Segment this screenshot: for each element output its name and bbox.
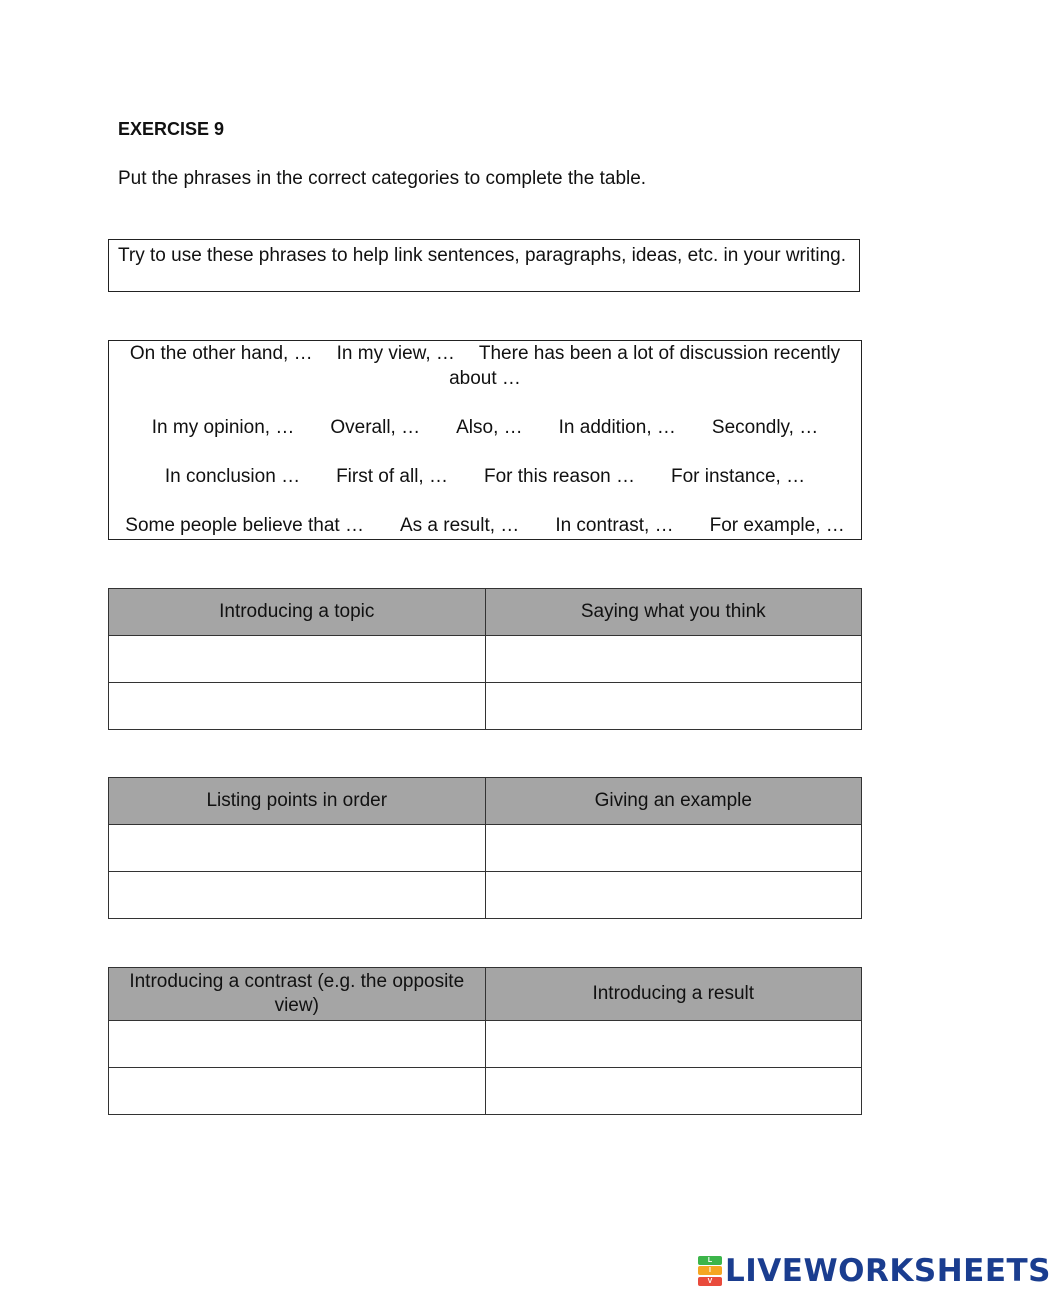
category-table-1 [108,588,862,730]
phrase-item[interactable]: On the other hand, … [129,343,313,364]
category-header: Saying what you think [485,589,862,636]
category-header: Giving an example [485,778,862,825]
exercise-instruction: Put the phrases in the correct categories to complete the table. [118,168,647,189]
phrase-item[interactable]: For example, … [709,515,845,536]
phrase-item[interactable]: There has been a lot of discussion recently [478,343,841,364]
exercise-title: EXERCISE 9 [118,119,225,139]
phrase-row-1 [109,343,861,365]
answer-cell[interactable] [109,1021,486,1068]
phrase-item[interactable]: As a result, … [399,515,520,536]
phrase-bank [108,340,862,540]
logo-icon [698,1256,722,1286]
category-header: Listing points in order [109,778,486,825]
answer-cell[interactable] [109,636,486,683]
category-table-2 [108,777,862,919]
answer-cell[interactable] [485,825,862,872]
category-header: Introducing a contrast (e.g. the opposite view) [109,968,486,1021]
phrase-item[interactable]: First of all, … [336,466,448,487]
answer-cell[interactable] [485,683,862,730]
logo-letter: V [698,1277,722,1286]
phrase-item[interactable]: For instance, … [670,466,806,487]
tip-box [108,239,860,292]
phrase-item[interactable]: Overall, … [330,417,421,438]
phrase-item[interactable]: In conclusion … [164,466,301,487]
answer-cell[interactable] [485,636,862,683]
phrase-item[interactable]: In my opinion, … [151,417,295,438]
answer-cell[interactable] [109,1068,486,1115]
phrase-item[interactable]: In addition, … [558,417,676,438]
phrase-item[interactable]: For this reason … [483,466,635,487]
phrase-item[interactable]: In my view, … [336,343,455,364]
answer-cell[interactable] [485,1021,862,1068]
phrase-item-continued[interactable]: about … [449,368,521,389]
logo-letter: L [698,1256,722,1265]
phrase-row-3 [109,466,861,488]
logo-letter: I [698,1266,722,1275]
phrase-row-4 [109,515,861,537]
answer-cell[interactable] [109,683,486,730]
logo-text: LIVEWORKSHEETS [725,1253,1051,1289]
category-table-3 [108,967,862,1115]
answer-cell[interactable] [109,872,486,919]
answer-cell[interactable] [485,1068,862,1115]
liveworksheets-logo [698,1253,1051,1289]
category-header: Introducing a topic [109,589,486,636]
phrase-item[interactable]: Also, … [456,417,523,438]
category-header: Introducing a result [485,968,862,1021]
answer-cell[interactable] [485,872,862,919]
phrase-item[interactable]: Secondly, … [711,417,819,438]
answer-cell[interactable] [109,825,486,872]
phrase-row-2 [109,417,861,439]
phrase-item[interactable]: Some people believe that … [125,515,364,536]
phrase-item[interactable]: In contrast, … [555,515,674,536]
phrase-row-1-continued [109,368,861,390]
tip-text: Try to use these phrases to help link sentences, paragraphs, ideas, etc. in your writing. [118,245,847,266]
